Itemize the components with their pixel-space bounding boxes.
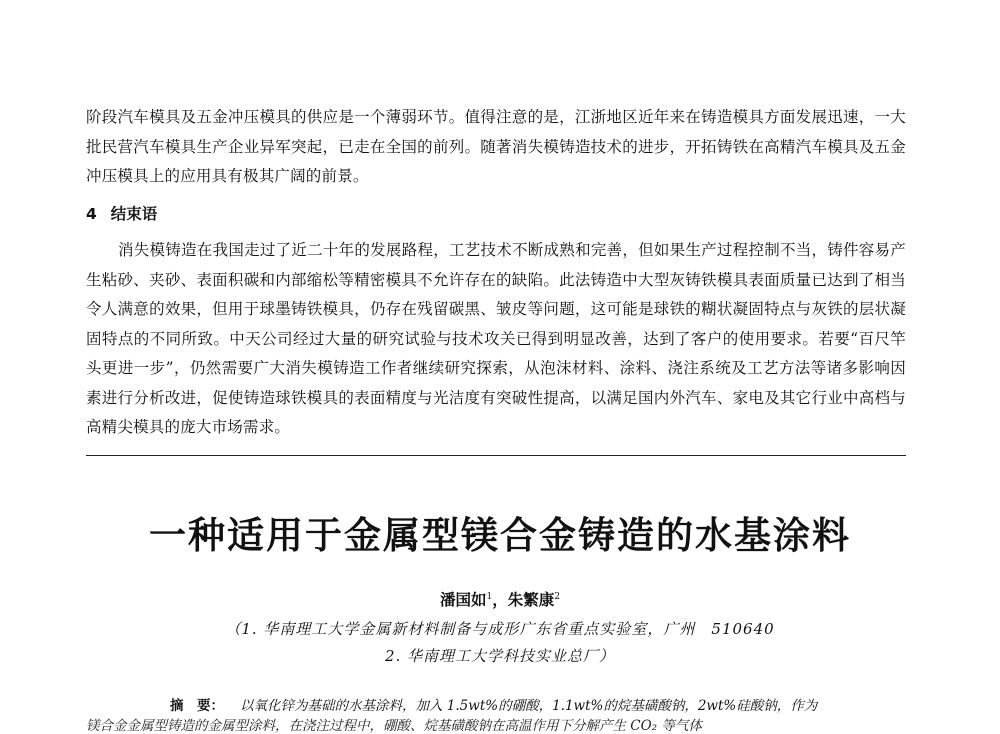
section-title: 结束语	[110, 205, 158, 223]
abstract-line	[170, 694, 817, 714]
author-2-affiliation-mark: 2	[554, 591, 560, 602]
author-1: 潘国如	[439, 590, 487, 609]
body-paragraph-1: 阶段汽车模具及五金冲压模具的供应是一个薄弱环节。值得注意的是，江浙地区近年来在铸造模具方面发展迅速，一大批民营汽车模具生产企业异军突起，已走在全国的前列。随著消失模铸造技术的进步，开拓铸铁在高精汽车模具及五金冲压模具上的应用具有极其广阔的前景。	[86, 108, 906, 185]
abstract-cutoff-line	[86, 718, 906, 734]
section-heading	[86, 202, 157, 224]
section-divider	[86, 455, 906, 456]
abstract-text: 以氧化锌为基础的水基涂料，加入 1.5wt%的硼酸，1.1wt%的烷基磺酸钠，2wt%硅酸钠，作为	[240, 698, 818, 714]
affiliation-1: （1. 华南理工大学金属新材料制备与成形广东省重点实验室，广州 510640	[225, 620, 775, 638]
abstract-label: 摘 要：	[170, 698, 224, 714]
body-paragraph-2: 消失模铸造在我国走过了近二十年的发展路程，工艺技术不断成熟和完善，但如果生产过程控制不当，铸件容易产生粘砂、夹砂、表面积碳和内部缩松等精密模具不允许存在的缺陷。此法铸造中大型灰铸铁模具表面质量已达到了相当令人满意的效果，但用于球墨铸铁模具，仍存在残留碳黑、皱皮等问题，这可能是球铁的糊状凝固特点与灰铁的层状凝固特点的不同所致。中天公司经过大量的研究试验与技术攻关已得到明显改善，达到了客户的使用要求。若要“百尺竿头更进一步”，仍然需要广大消失模铸造工作者继续研究探索，从泡沫材料、涂料、浇注系统及工艺方法等诸多影响因素进行分析改进，促使铸造球铁模具的表面精度与光洁度有突破性提高，以满足国内外汽车、家电及其它行业中高档与高精尖模具的庞大市场需求。	[86, 241, 906, 436]
author-line	[0, 588, 1000, 610]
author-1-affiliation-mark: 1	[486, 591, 493, 602]
section-number: 4	[86, 205, 97, 223]
abstract-cutoff-text: 镁合金金属型铸造的金属型涂料，在浇注过程中，硼酸、烷基磺酸钠在高温作用下分解产生 CO₂ 等气体	[86, 718, 702, 734]
article-title: 一种适用于金属型镁合金铸造的水基涂料	[149, 514, 851, 557]
affiliation-2: 2. 华南理工大学科技实业总厂）	[384, 647, 616, 665]
author-2: 朱繁康	[507, 590, 555, 609]
author-separator: ，	[492, 590, 508, 609]
